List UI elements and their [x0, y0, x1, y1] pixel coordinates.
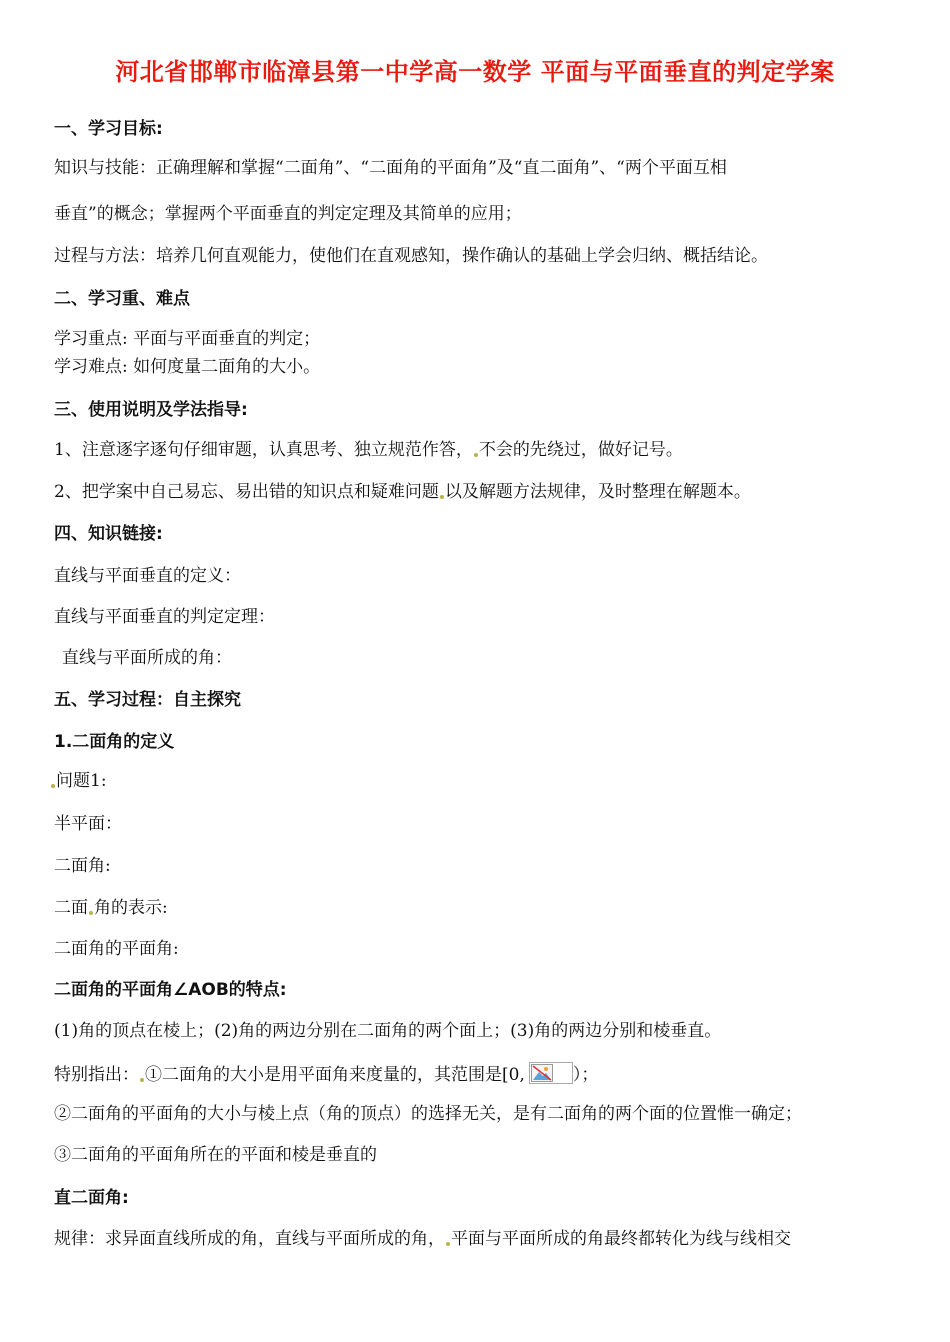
marker-dot [446, 1242, 450, 1246]
rule-c: 平面与平面所成的角最终都转化为线与线相交 [451, 1229, 791, 1249]
marker-dot [440, 495, 444, 499]
section-5-heading: 五、学习过程：自主探究 [54, 690, 241, 710]
s3-line-2 [54, 481, 751, 503]
note-line-2: ②二面角的平面角的大小与棱上点（角的顶点）的选择无关，是有二面角的两个面的位置惟一确定； [54, 1104, 802, 1124]
note-line-1 [54, 1062, 598, 1086]
marker-dot [51, 784, 55, 788]
broken-image-icon [529, 1062, 573, 1084]
s5-question-1 [50, 770, 107, 792]
question-1-label: 问题1: [56, 771, 107, 791]
section-4-heading: 四、知识链接: [54, 524, 163, 544]
note-range: ①二面角的大小是用平面角来度量的，其范围是[0, [145, 1065, 525, 1085]
s4-line-1: 直线与平面垂直的定义： [54, 566, 241, 586]
section-3-heading: 三、使用说明及学法指导: [54, 400, 248, 420]
marker-dot [140, 1078, 144, 1082]
marker-dot [89, 911, 93, 915]
note-prefix: 特别指出： [54, 1065, 139, 1085]
features-line: (1)角的顶点在棱上；(2)角的两边分别在二面角的两个面上；(3)角的两边分别和棱垂直。 [54, 1021, 722, 1041]
s3-line-1 [54, 439, 683, 461]
notation-b: 角的表示: [94, 898, 168, 918]
s1-line-2: 垂直”的概念；掌握两个平面垂直的判定定理及其简单的应用； [54, 204, 522, 224]
s3-line-1-a: 1、注意逐字逐句仔细审题，认真思考、独立规范作答， [54, 440, 473, 460]
s3-line-2-a: 2、把学案中自己易忘、易出错的知识点和疑难问题 [54, 482, 439, 502]
section-1-heading: 一、学习目标: [54, 119, 163, 139]
s4-line-2: 直线与平面垂直的判定定理： [54, 607, 275, 627]
features-heading: 二面角的平面角∠AOB的特点: [54, 980, 287, 1000]
s3-line-2-b: 以及解题方法规律，及时整理在解题本。 [444, 482, 751, 502]
note-line-3: ③二面角的平面角所在的平面和棱是垂直的 [54, 1145, 377, 1165]
s5-plane-angle: 二面角的平面角: [54, 939, 179, 959]
section-2-heading: 二、学习重、难点 [54, 289, 190, 309]
s1-line-3: 过程与方法：培养几何直观能力，使他们在直观感知，操作确认的基础上学会归纳、概括结论。 [54, 246, 768, 266]
note-suffix: ）； [572, 1065, 599, 1085]
s5-subheading-1: 1.二面角的定义 [54, 732, 175, 752]
rule-line [54, 1228, 791, 1250]
s1-line-1: 知识与技能：正确理解和掌握“二面角”、“二面角的平面角”及“直二面角”、“两个平面互相 [54, 158, 727, 178]
s2-line-2: 学习难点: 如何度量二面角的大小。 [54, 357, 321, 377]
rule-a: 规律：求异面直线所 [54, 1229, 207, 1249]
marker-dot [474, 453, 478, 457]
rule-b: 成的角，直线与平面所成的角， [207, 1229, 445, 1249]
right-dihedral-heading: 直二面角: [54, 1188, 129, 1208]
s3-line-1-b: 不会的先绕过，做好记号。 [478, 440, 683, 460]
s4-line-3: 直线与平面所成的角： [62, 648, 232, 668]
notation-a: 二面 [54, 898, 88, 918]
s5-half-plane: 半平面： [54, 814, 122, 834]
s2-line-1: 学习重点: 平面与平面垂直的判定； [54, 329, 321, 349]
document-title: 河北省邯郸市临漳县第一中学高一数学 平面与平面垂直的判定学案 [115, 58, 835, 86]
s5-notation [54, 897, 168, 919]
s5-dihedral-angle: 二面角: [54, 856, 111, 876]
